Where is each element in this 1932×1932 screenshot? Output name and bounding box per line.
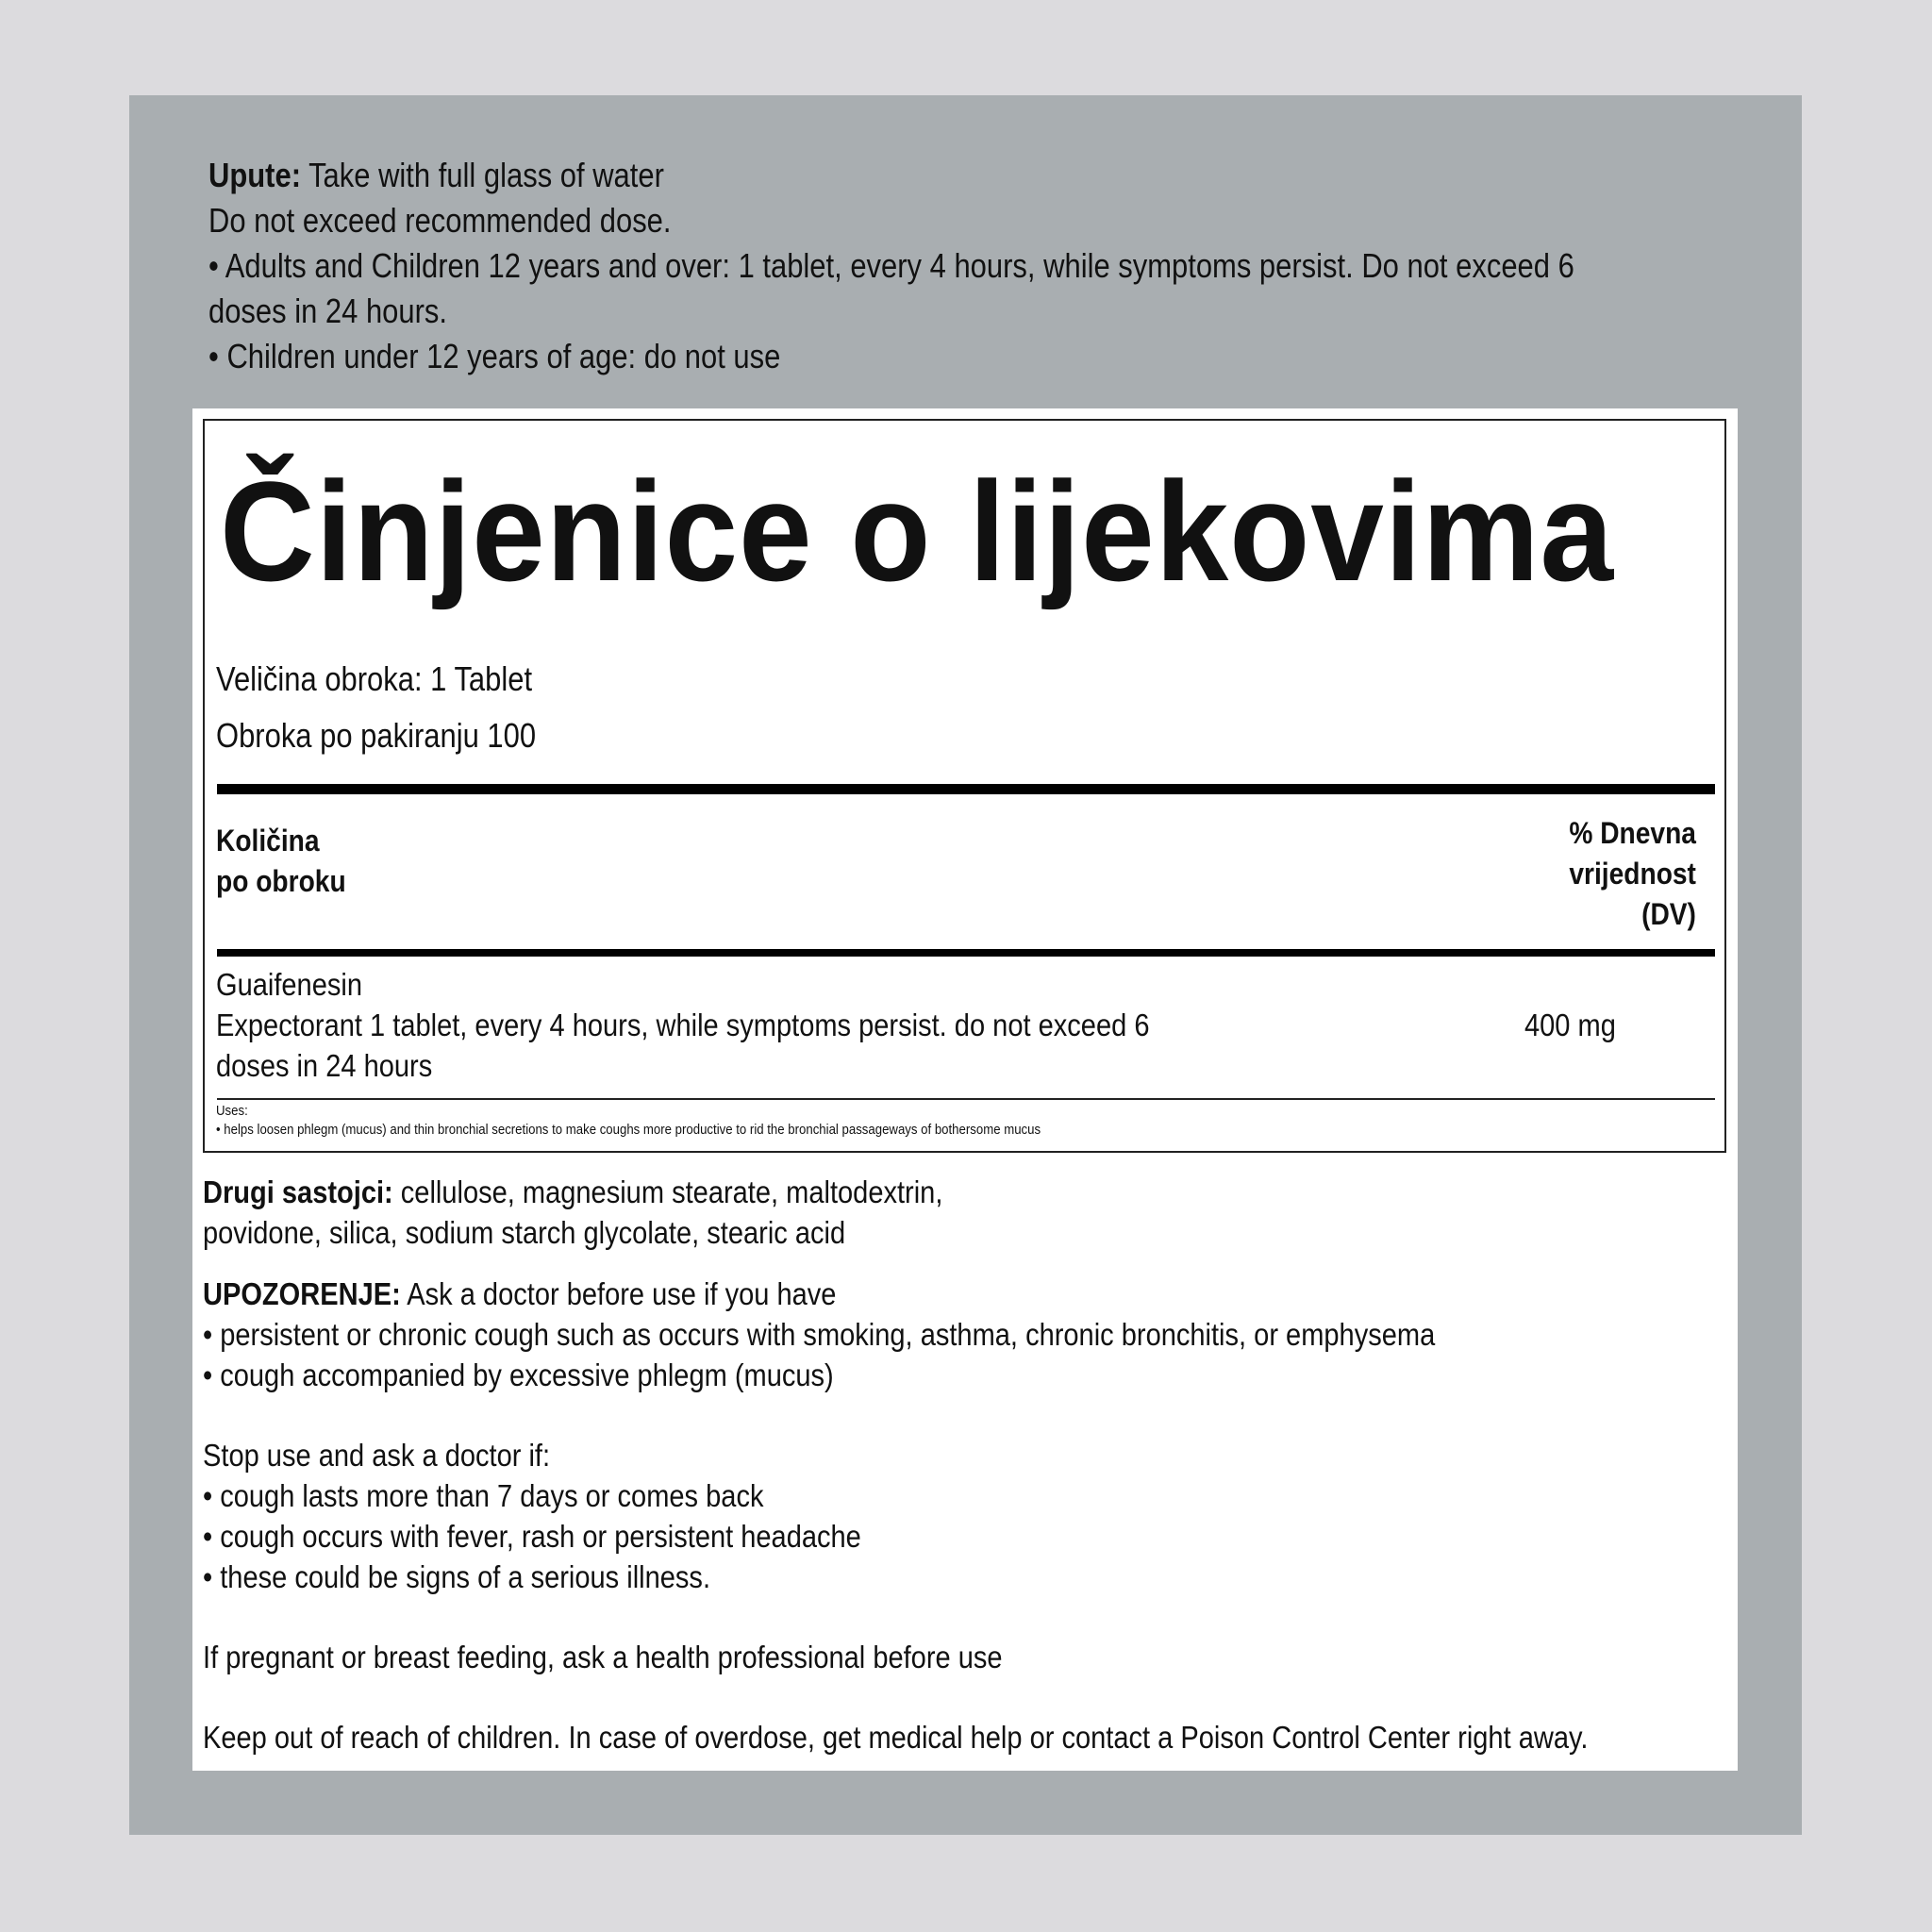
divider-medium <box>217 949 1715 957</box>
other-ingredients-line-2: povidone, silica, sodium starch glycolate, stearic acid <box>203 1215 846 1250</box>
amount-per-serving-header: Količina po obroku <box>216 824 346 898</box>
ingredient-name: Guaifenesin <box>216 967 362 1002</box>
ingredient-desc-1: Expectorant 1 tablet, every 4 hours, while symptoms persist. do not exceed 6 <box>216 1008 1150 1042</box>
keep-out-of-reach: Keep out of reach of children. In case of overdose, get medical help or contact a Poison Control Center right away. <box>203 1720 1589 1755</box>
warning-label: UPOZORENJE: <box>203 1276 401 1311</box>
servings-per-container: Obroka po pakiranju 100 <box>216 716 537 755</box>
uses-section <box>216 1102 1041 1140</box>
directions-line-5: • Children under 12 years of age: do not use <box>208 337 781 375</box>
warning-line-2: • persistent or chronic cough such as occurs with smoking, asthma, chronic bronchitis, or emphysema <box>203 1317 1436 1352</box>
lower-text-section <box>203 1172 1588 1757</box>
directions-line-2: Do not exceed recommended dose. <box>208 201 672 240</box>
other-ingredients-label: Drugi sastojci: <box>203 1174 393 1209</box>
ingredient-desc-2: doses in 24 hours <box>216 1048 433 1083</box>
serving-size: Veličina obroka: 1 Tablet <box>216 659 533 698</box>
directions-label: Upute: <box>208 156 302 194</box>
directions-line-1: Upute: Take with full glass of water <box>208 156 664 194</box>
directions-line-3: • Adults and Children 12 years and over: 1 tablet, every 4 hours, while symptoms persist. Do not exceed 6 <box>208 246 1574 285</box>
divider-thin <box>217 1098 1715 1100</box>
stop-use-line-2: • cough lasts more than 7 days or comes back <box>203 1478 764 1513</box>
drug-facts-box <box>203 419 1726 1153</box>
divider-thick <box>217 784 1715 794</box>
directions-section <box>208 153 1750 379</box>
warning-line-1: UPOZORENJE: Ask a doctor before use if you have <box>203 1276 837 1311</box>
ingredient-amount: 400 mg <box>1524 1008 1616 1042</box>
daily-value-header: % Dnevna vrijednost (DV) <box>1569 816 1696 931</box>
warning-line-3: • cough accompanied by excessive phlegm (mucus) <box>203 1357 834 1392</box>
uses-text: • helps loosen phlegm (mucus) and thin bronchial secretions to make coughs more productive to rid the bronchial passageways of bothersome mucus <box>216 1122 1041 1138</box>
facts-title: Činjenice o lijekovima <box>220 452 1615 610</box>
stop-use-line-1: Stop use and ask a doctor if: <box>203 1438 551 1473</box>
stop-use-line-3: • cough occurs with fever, rash or persistent headache <box>203 1519 861 1554</box>
pregnancy-warning: If pregnant or breast feeding, ask a health professional before use <box>203 1640 1003 1674</box>
ingredient-row <box>216 964 1149 1086</box>
stop-use-line-4: • these could be signs of a serious illness. <box>203 1559 711 1594</box>
uses-label: Uses: <box>216 1103 248 1119</box>
other-ingredients-line-1: Drugi sastojci: cellulose, magnesium stearate, maltodextrin, <box>203 1174 943 1209</box>
directions-line-4: doses in 24 hours. <box>208 291 448 330</box>
